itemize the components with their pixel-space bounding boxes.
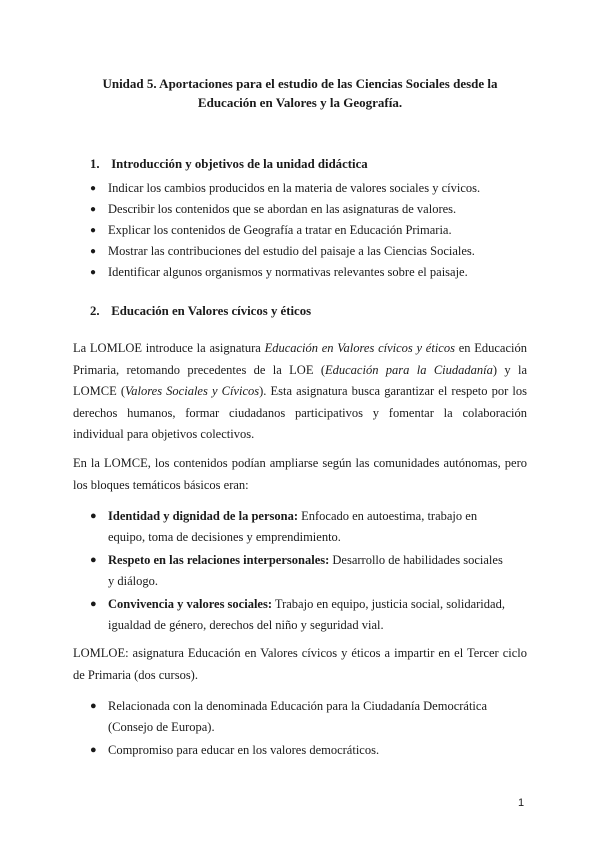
list-item: ● Identidad y dignidad de la persona: Enfocado en autoestima, trabajo en equipo, toma de decisiones y emprendimiento. bbox=[90, 506, 510, 548]
list-item: ● Identificar algunos organismos y normativas relevantes sobre el paisaje. bbox=[90, 262, 530, 283]
section-1-heading-text: Introducción y objetivos de la unidad didáctica bbox=[111, 157, 368, 171]
thematic-blocks-list bbox=[90, 506, 510, 638]
paragraph-lomce-blocks: En la LOMCE, los contenidos podían ampliarse según las comunidades autónomas, pero los bloques temáticos básicos eran: bbox=[73, 456, 527, 492]
bullet-icon: ● bbox=[90, 598, 97, 610]
subject-name: Educación en Valores cívicos y éticos bbox=[264, 341, 455, 355]
list-item: ● Respeto en las relaciones interpersonales: Desarrollo de habilidades sociales y diálogo. bbox=[90, 550, 510, 592]
bullet-icon: ● bbox=[90, 510, 97, 522]
objectives-list bbox=[90, 178, 530, 283]
bullet-icon: ● bbox=[90, 246, 97, 257]
lomce-subject: Valores Sociales y Cívicos bbox=[125, 384, 260, 398]
paragraph-lomloe-intro: La LOMLOE introduce la asignatura Educación en Valores cívicos y éticos en Educación Primaria, retomando precedentes de la LOE (Educación para la Ciudadanía) y la LOMCE (Valores Sociales y Cívicos). Esta asignatura busca garantizar el respeto por los derechos humanos, formar ciudadanos participativos y fomentar la colaboración individual para objetivos colectivos. bbox=[73, 341, 527, 441]
paragraph-lomloe-subject: LOMLOE: asignatura Educación en Valores cívicos y éticos a impartir en el Tercer ciclo de Primaria (dos cursos). bbox=[73, 646, 527, 682]
bullet-icon: ● bbox=[90, 267, 97, 278]
list-item: ● Explicar los contenidos de Geografía a tratar en Educación Primaria. bbox=[90, 220, 530, 241]
bullet-icon: ● bbox=[90, 183, 97, 194]
bullet-icon: ● bbox=[90, 744, 97, 756]
bullet-icon: ● bbox=[90, 204, 97, 215]
list-item: ● Indicar los cambios producidos en la materia de valores sociales y cívicos. bbox=[90, 178, 530, 199]
bullet-icon: ● bbox=[90, 700, 97, 712]
loe-subject: Educación para la Ciudadanía bbox=[324, 362, 493, 377]
page-number: 1 bbox=[518, 797, 525, 809]
section-2-heading bbox=[90, 304, 311, 319]
section-2-heading-text: Educación en Valores cívicos y éticos bbox=[111, 304, 312, 318]
bullet-icon: ● bbox=[90, 225, 97, 236]
section-2-number: 2. bbox=[90, 304, 100, 318]
title-line-1: Unidad 5. Aportaciones para el estudio de las Ciencias Sociales desde la bbox=[102, 76, 498, 91]
section-1-heading bbox=[90, 157, 368, 172]
bullet-icon: ● bbox=[90, 554, 97, 566]
list-item: ● Describir los contenidos que se abordan en las asignaturas de valores. bbox=[90, 199, 530, 220]
lomloe-list bbox=[90, 696, 510, 763]
list-item: ● Mostrar las contribuciones del estudio del paisaje a las Ciencias Sociales. bbox=[90, 241, 530, 262]
document-title bbox=[60, 74, 540, 112]
list-item: ● Compromiso para educar en los valores democráticos. bbox=[90, 740, 510, 761]
list-item: ● Relacionada con la denominada Educación para la Ciudadanía Democrática (Consejo de Europa). bbox=[90, 696, 510, 738]
section-1-number: 1. bbox=[90, 157, 100, 171]
title-line-2: Educación en Valores y la Geografía. bbox=[197, 95, 403, 110]
list-item: ● Convivencia y valores sociales: Trabajo en equipo, justicia social, solidaridad, igualdad de género, derechos del niño y seguridad vial. bbox=[90, 594, 510, 636]
